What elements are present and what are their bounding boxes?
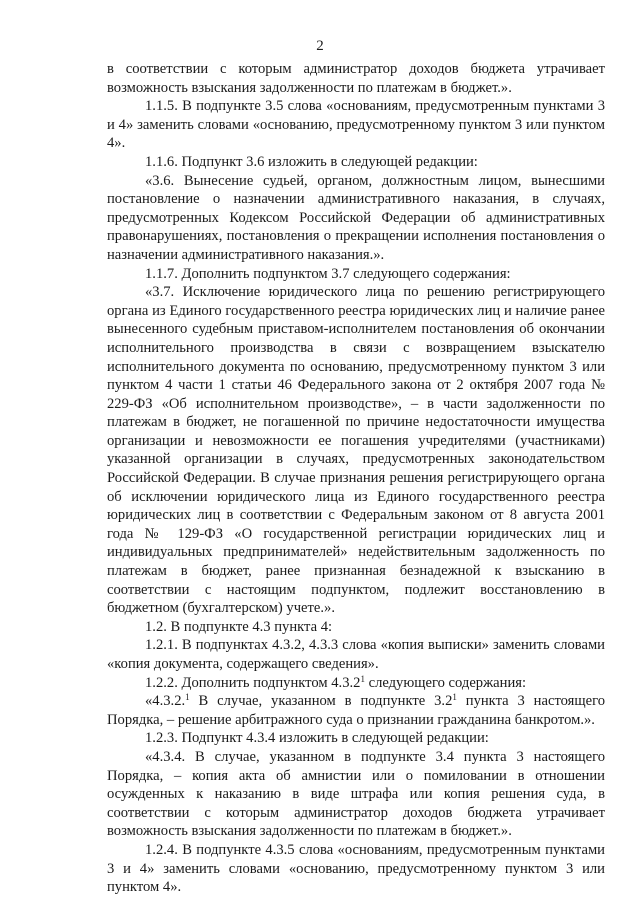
superscript: 1 <box>185 692 190 703</box>
paragraph-1-1-7: 1.1.7. Дополнить подпунктом 3.7 следующего содержания: <box>145 265 511 282</box>
paragraph-quote-4-3-2-1 <box>107 692 605 729</box>
superscript: 1 <box>452 692 457 703</box>
quote-start: «4.3.2. <box>145 693 186 710</box>
paragraph-1-2-4: 1.2.4. В подпункте 4.3.5 слова «основаниям, предусмотренным пунктами 3 и 4» заменить словами «основанию, предусмотренному пунктом 3 или пунктом 4». <box>107 841 605 896</box>
paragraph-continuation: в соответствии с которым администратор доходов бюджета утрачивает возможность взыскания задолженности по платежам в бюджет.». <box>107 61 605 96</box>
page-number: 2 <box>316 38 324 54</box>
paragraph-1-2-2-text: 1.2.2. Дополнить подпунктом 4.3.2 <box>145 674 361 691</box>
paragraph-1-2-1: 1.2.1. В подпунктах 4.3.2, 4.3.3 слова «копия выписки» заменить словами «копия документа, содержащего сведения». <box>107 637 605 672</box>
quote-end: пункта 3 настоящего Порядка, – решение арбитражного суда о признании гражданина банкротом.». <box>107 693 605 728</box>
superscript: 1 <box>360 673 365 684</box>
paragraph-quote-3-6: «3.6. Вынесение судьей, органом, должностным лицом, вынесшими постановление о назначении административного наказания, в случаях, предусмотренных Кодексом Российской Федерации об административных правонарушениях, постановления о прекращении исполнения постановления о назначении административного наказания.». <box>107 172 605 263</box>
paragraph-1-1-6: 1.1.6. Подпункт 3.6 изложить в следующей редакции: <box>145 153 478 170</box>
quote-middle: В случае, указанном в подпункте 3.2 <box>189 693 453 710</box>
paragraph-quote-4-3-4: «4.3.4. В случае, указанном в подпункте 3.4 пункта 3 настоящего Порядка, – копия акта об амнистии или о помиловании в отношении осужденных к наказанию в виде штрафа или копия решения суда, в соответствии с которым администратор доходов бюджета утрачивает возможность взыскания задолженности по платежам в бюджет.». <box>107 748 605 840</box>
paragraph-1-2-2 <box>107 674 605 693</box>
paragraph-1-2-3: 1.2.3. Подпункт 4.3.4 изложить в следующей редакции: <box>145 730 489 747</box>
paragraph-quote-3-7: «3.7. Исключение юридического лица по решению регистрирующего органа из Единого государственного реестра юридических лиц и наличие ранее вынесенного судебным приставом-исполнителем постановления об окончании исполнительного производства в связи с возвращением взыскателю исполнительного документа по основанию, предусмотренному пунктом 3 или пунктом 4 части 1 статьи 46 Федерального закона от 2 октября 2007 года № 229-ФЗ «Об исполнительном производстве», – в части задолженности по платежам в бюджет, не погашенной по причине недостаточности имущества организации и невозможности ее погашения учредителями (участниками) указанной организации в случаях, предусмотренных законодательством Российской Федерации. В случае признания решения регистрирующего органа об исключении юридического лица из Единого государственного реестра юридических лиц в соответствии с Федеральным законом от 8 августа 2001 года № 129-ФЗ «О государственной регистрации юридических лиц и индивидуальных предпринимателей» недействительным задолженность по платежам в бюджет, ранее признанная безнадежной к взысканию в соответствии с настоящим подпунктом, подлежит восстановлению в бюджетном (бухгалтерском) учете.». <box>107 284 605 617</box>
document-body <box>107 60 605 897</box>
paragraph-1-1-5: 1.1.5. В подпункте 3.5 слова «основаниям, предусмотренным пунктами 3 и 4» заменить словами «основанию, предусмотренному пунктом 3 или пунктом 4». <box>107 98 605 152</box>
paragraph-1-2: 1.2. В подпункте 4.3 пункта 4: <box>145 618 333 635</box>
paragraph-1-2-2-tail: следующего содержания: <box>364 674 527 691</box>
